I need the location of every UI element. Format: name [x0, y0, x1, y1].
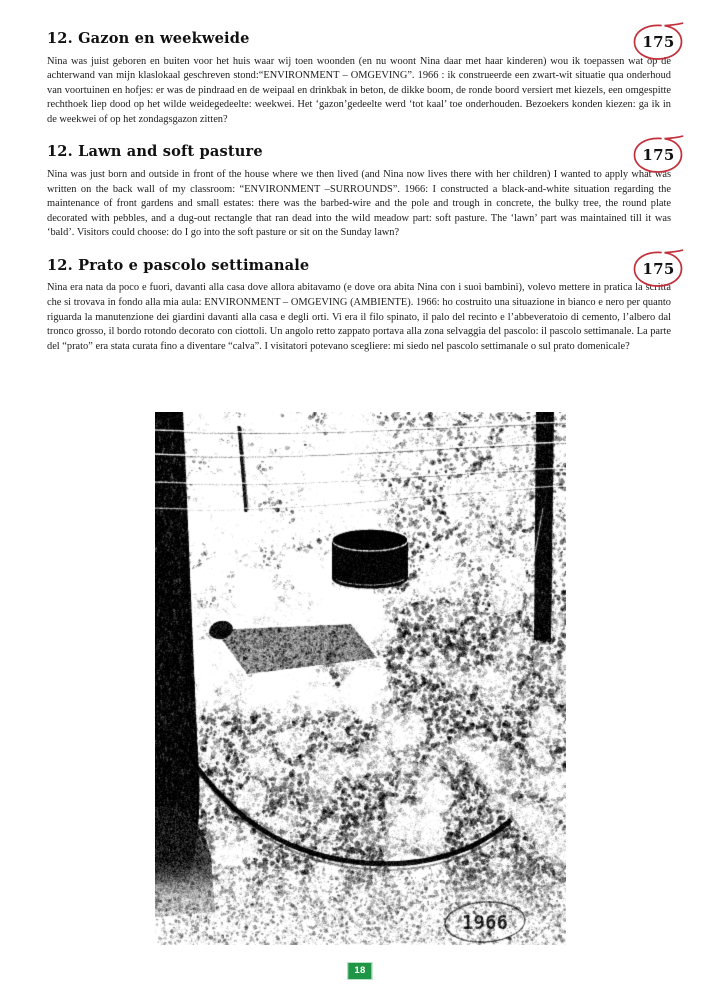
photograph	[155, 412, 566, 945]
marginal-number-value: 175	[642, 259, 675, 278]
marginal-number-value: 175	[642, 146, 675, 165]
heading-italian: 12. Prato e pascolo settimanale	[47, 256, 310, 274]
heading-dutch: 12. Gazon en weekweide	[47, 30, 250, 47]
marginal-number-italian	[631, 249, 685, 289]
section-italian	[47, 257, 673, 354]
section-english	[47, 143, 673, 240]
photograph-image	[155, 412, 566, 945]
marginal-number-dutch	[631, 22, 685, 62]
text-column	[47, 30, 673, 368]
paragraph-italian: Nina era nata da poco e fuori, davanti alla casa dove allora abitavamo (e dove ora abita Nina con i suoi bambini), volevo mettere in pratica la scritta che si trovava in fondo alla mia aula: ENVIRONMENT – OMGEVING (AMBIENTE). 1966: ho costruito una situazione in bianco e nero per quanto riguarda la manutenzione dei giardini davanti alla casa e degli orti. Vi era il filo spinato, il palo del recinto e l’abbeveratoio di cemento, l’albero dal tronco grosso, il bordo rotondo decorato con ciottoli. Un angolo retto zappato portava alla zona selvaggia del pascolo: il pascolo settimanale. La parte del “prato” era stata curata fino a diventare “calva”. I visitatori potevano scegliere: mi siedo nel pascolo settimanale o sul prato domenicale?	[47, 282, 671, 352]
heading-english: 12. Lawn and soft pasture	[47, 143, 263, 161]
marginal-number-english	[631, 135, 685, 175]
page-number-badge: 18	[347, 962, 372, 980]
marginal-number-value: 175	[642, 33, 675, 51]
paragraph-english: Nina was just born and outside in front of the house where we then lived (and Nina now lives there with her children) I wanted to apply what was written on the back wall of my classroom: “ENVIRONMENT –SURROUNDS”. 1966: I constructed a black-and-white situation regarding the maintenance of front gardens and small estates: there was the barbed-wire and the pole and trough in concrete, the bulky tree, the round plate decorated with pebbles, and a dug-out rectangle that ran dead into the wild meadow part: soft pasture. The ‘lawn’ part was maintained till it was ‘bald’. Visitors could choose: do I go into the soft pasture or sit on the Sunday lawn?	[47, 168, 671, 239]
paragraph-dutch: Nina was juist geboren en buiten voor het huis waar wij toen woonden (en nu woont Nina daar met haar kinderen) wou ik toepassen wat op de achterwand van mijn klaslokaal geschreven stond:“ENVIRONMENT – OMGEVING”. 1966 : ik construeerde een zwart-wit situatie qua onderhoud van voortuinen en hofjes: er was de pindraad en de weipaal en drinkbak in beton, de dikke boom, de ronde boord versiert met kiezels, een omgespitte rechthoek liep dood op het wilde weidegedeelte: weekwei. Het ‘gazon’gedeelte werd ‘tot kaal’ toe onderhouden. Bezoekers konden kiezen: ga ik in de weekwei of op het zondagsgazon zitten?	[47, 55, 671, 125]
section-dutch	[47, 30, 673, 127]
